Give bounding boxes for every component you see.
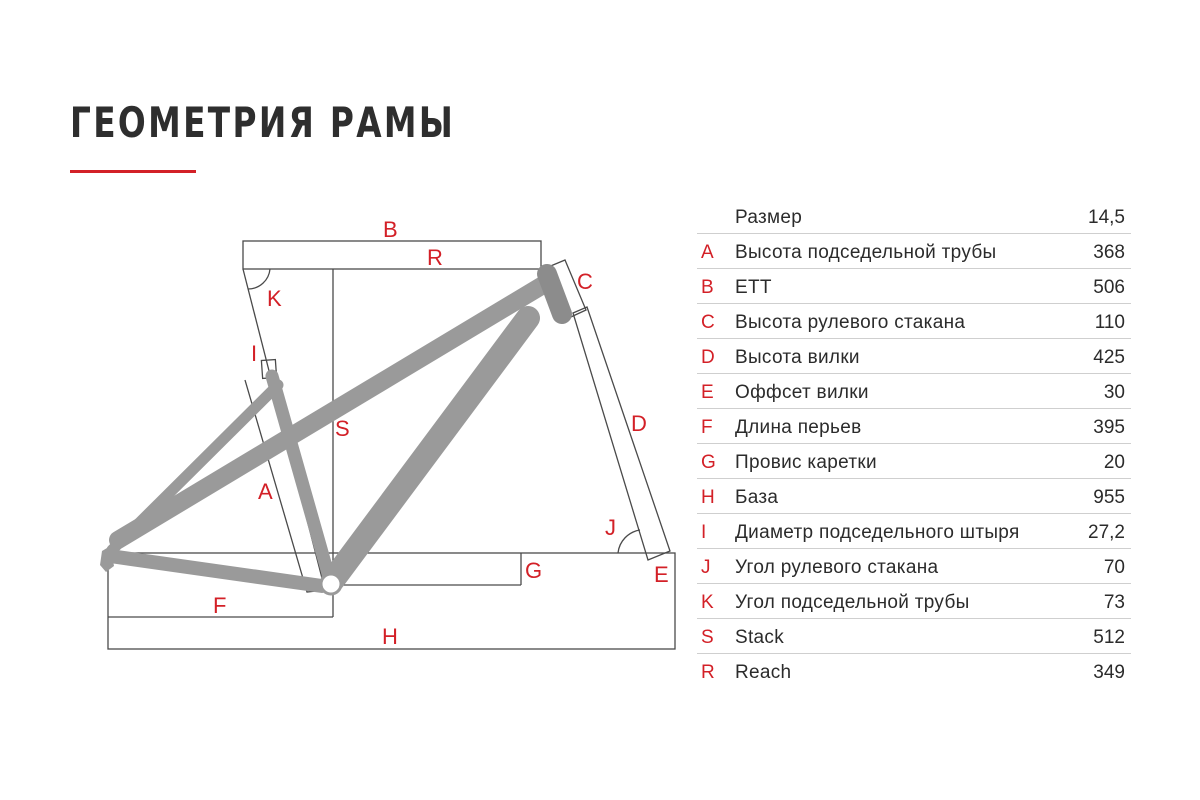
measurement-lines bbox=[108, 241, 675, 649]
label-s: S bbox=[335, 416, 350, 441]
spec-key: D bbox=[701, 347, 715, 368]
spec-key: B bbox=[701, 277, 714, 298]
label-a: A bbox=[258, 479, 273, 504]
spec-key: S bbox=[701, 627, 714, 648]
spec-label: Диаметр подседельного штыря bbox=[735, 522, 1020, 543]
spec-row bbox=[697, 234, 1131, 269]
head-tube bbox=[547, 274, 562, 314]
spec-label: Длина перьев bbox=[735, 417, 862, 438]
spec-row bbox=[697, 514, 1131, 549]
spec-value: 955 bbox=[1093, 487, 1125, 508]
label-d: D bbox=[631, 411, 647, 436]
fork-box-d bbox=[573, 307, 670, 560]
spec-label: Высота рулевого стакана bbox=[735, 312, 966, 333]
head-angle-arc-j bbox=[618, 530, 640, 553]
geometry-spec-table bbox=[697, 199, 1131, 689]
spec-key: H bbox=[701, 487, 715, 508]
label-c: C bbox=[577, 269, 593, 294]
spec-value: 110 bbox=[1094, 312, 1125, 333]
spec-label: Высота вилки bbox=[735, 347, 860, 368]
spec-value: 395 bbox=[1093, 417, 1125, 438]
spec-value: 425 bbox=[1093, 347, 1125, 368]
spec-row bbox=[697, 549, 1131, 584]
spec-row bbox=[697, 339, 1131, 374]
label-b: B bbox=[383, 217, 398, 242]
label-r: R bbox=[427, 245, 443, 270]
label-j: J bbox=[605, 515, 616, 540]
spec-label: Stack bbox=[735, 627, 785, 648]
spec-value: 30 bbox=[1103, 382, 1125, 403]
spec-label: Провис каретки bbox=[735, 452, 877, 473]
spec-value: 70 bbox=[1103, 557, 1125, 578]
spec-label: Высота подседельной трубы bbox=[735, 242, 997, 263]
label-h: H bbox=[382, 624, 398, 649]
label-i: I bbox=[251, 341, 258, 366]
bottom-bracket bbox=[321, 574, 341, 594]
spec-row bbox=[697, 199, 1131, 234]
spec-key: F bbox=[701, 417, 713, 438]
spec-value: 349 bbox=[1093, 662, 1125, 683]
page-title: ГЕОМЕТРИЯ РАМЫ bbox=[70, 98, 456, 147]
chainstay bbox=[110, 556, 322, 586]
spec-label: Reach bbox=[735, 662, 792, 683]
spec-label: Оффсет вилки bbox=[735, 382, 869, 403]
label-k: K bbox=[267, 286, 282, 311]
spec-key: G bbox=[701, 452, 716, 473]
spec-row bbox=[697, 444, 1131, 479]
spec-row bbox=[697, 584, 1131, 619]
spec-row bbox=[697, 304, 1131, 339]
spec-key: I bbox=[701, 522, 707, 543]
spec-value: 73 bbox=[1103, 592, 1125, 613]
spec-value: 20 bbox=[1103, 452, 1125, 473]
spec-key: J bbox=[701, 557, 711, 578]
spec-row bbox=[697, 619, 1131, 654]
spec-value: 27,2 bbox=[1088, 522, 1125, 543]
spec-row bbox=[697, 654, 1131, 689]
spec-row bbox=[697, 409, 1131, 444]
label-f: F bbox=[213, 593, 227, 618]
spec-value: 506 bbox=[1093, 277, 1125, 298]
effective-top-tube-box-b bbox=[243, 241, 541, 269]
spec-key: E bbox=[701, 382, 714, 403]
spec-label: Размер bbox=[735, 207, 803, 228]
label-g: G bbox=[525, 558, 543, 583]
spec-label: База bbox=[735, 487, 779, 508]
spec-value: 14,5 bbox=[1088, 207, 1125, 228]
spec-row bbox=[697, 479, 1131, 514]
spec-row bbox=[697, 374, 1131, 409]
spec-label: Угол рулевого стакана bbox=[735, 557, 939, 578]
spec-key: K bbox=[701, 592, 714, 613]
spec-label: ETT bbox=[735, 277, 772, 298]
spec-key: C bbox=[701, 312, 715, 333]
spec-label: Угол подседельной трубы bbox=[735, 592, 970, 613]
spec-value: 368 bbox=[1093, 242, 1125, 263]
spec-value: 512 bbox=[1093, 627, 1125, 648]
spec-key: A bbox=[701, 242, 714, 263]
label-e: E bbox=[654, 562, 669, 587]
spec-row bbox=[697, 269, 1131, 304]
spec-key: R bbox=[701, 662, 715, 683]
rear-dropout bbox=[100, 545, 114, 572]
